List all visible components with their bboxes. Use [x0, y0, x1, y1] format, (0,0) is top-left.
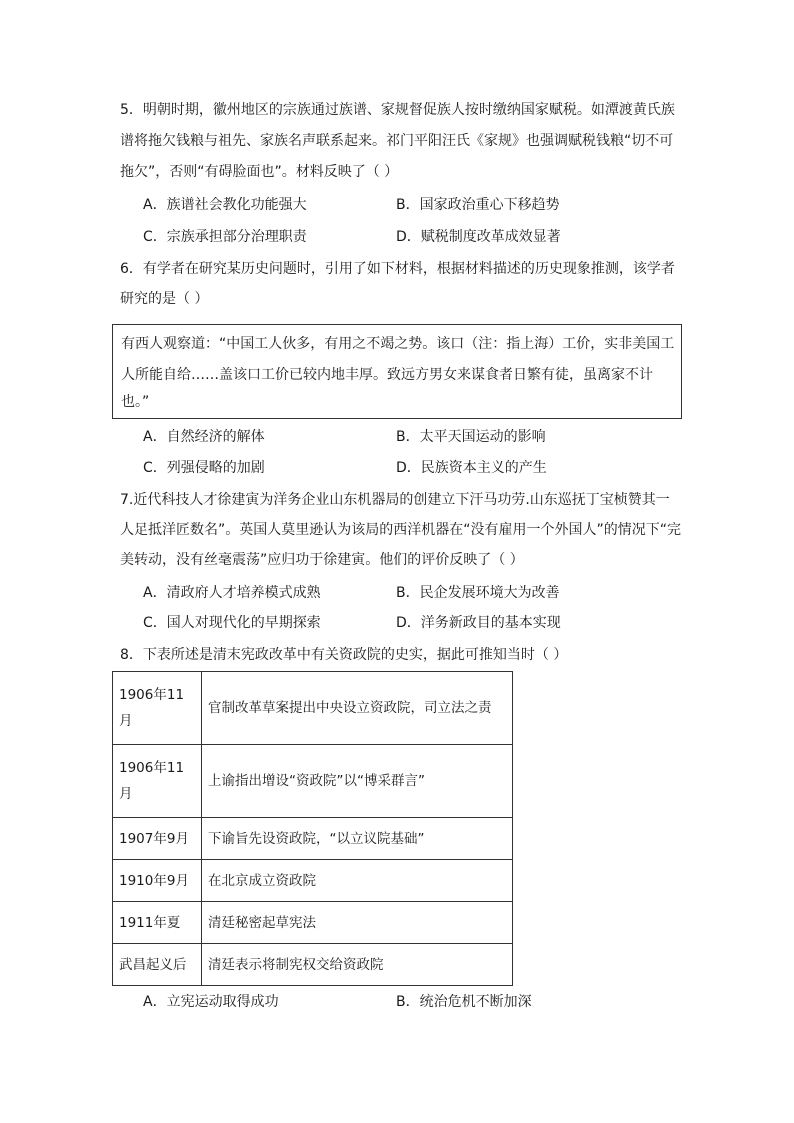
q5-line-2: 谱将拖欠钱粮与祖先、家族名声联系起来。祁门平阳汪氏《家规》也强调赋税钱粮“切不可: [120, 133, 674, 149]
q7-option-c[interactable]: C．国人对现代化的早期探索: [143, 615, 321, 631]
q6-quote-line-3: 也。”: [121, 394, 150, 410]
q8-option-a[interactable]: A．立宪运动取得成功: [143, 994, 279, 1010]
q5-option-d[interactable]: D．赋税制度改革成效显著: [396, 229, 561, 245]
table-cell-date: 1906年11月: [113, 745, 202, 818]
q7-option-d[interactable]: D．洋务新政目的基本实现: [396, 615, 561, 631]
q6-option-b[interactable]: B．太平天国运动的影响: [396, 429, 546, 445]
table-row: [113, 944, 513, 986]
q6-line-2: 研究的是（ ）: [120, 291, 209, 307]
q6-option-a[interactable]: A．自然经济的解体: [143, 429, 265, 445]
q6-quote-line-2: 人所能自给……盖该口工价已较内地丰厚。致远方男女来谋食者日繁有徒，虽离家不计: [121, 367, 653, 383]
q6-option-c[interactable]: C．列强侵略的加剧: [143, 460, 265, 476]
q6-line-1: 6．有学者在研究某历史问题时，引用了如下材料，根据材料描述的历史现象推测，该学者: [120, 261, 675, 277]
q5-option-c[interactable]: C．宗族承担部分治理职责: [143, 229, 307, 245]
q8-option-b[interactable]: B．统治危机不断加深: [396, 994, 532, 1010]
table-cell-date: 武昌起义后: [113, 944, 202, 986]
table-cell-event: 上谕指出增设“资政院”以“博采群言”: [202, 745, 513, 818]
table-cell-date: 1911年夏: [113, 902, 202, 944]
table-row: [113, 902, 513, 944]
q8-line-1: 8．下表所述是清末宪政改革中有关资政院的史实，据此可推知当时（ ）: [120, 647, 568, 663]
table-cell-event: 清廷表示将制宪权交给资政院: [202, 944, 513, 986]
q6-quote-line-1: 有西人观察道：“中国工人伙多，有用之不竭之势。该口（注：指上海）工价，实非美国工: [121, 336, 675, 352]
q5-option-b[interactable]: B．国家政治重心下移趋势: [396, 197, 560, 213]
table-cell-event: 清廷秘密起草宪法: [202, 902, 513, 944]
q6-quote-box: [112, 324, 682, 419]
q7-option-a[interactable]: A．清政府人才培养模式成熟: [143, 585, 321, 601]
table-row: [113, 818, 513, 860]
table-cell-date: 1907年9月: [113, 818, 202, 860]
q7-option-b[interactable]: B．民企发展环境大为改善: [396, 585, 560, 601]
q5-option-a[interactable]: A．族谱社会教化功能强大: [143, 197, 307, 213]
table-cell-date: 1906年11月: [113, 672, 202, 745]
q5-line-1: 5．明朝时期，徽州地区的宗族通过族谱、家规督促族人按时缴纳国家赋税。如潭渡黄氏族: [120, 102, 675, 118]
table-row: [113, 745, 513, 818]
q8-history-table: [112, 671, 513, 986]
q7-line-1: 7.近代科技人才徐建寅为洋务企业山东机器局的创建立下汗马功劳.山东巡抚丁宝桢赞其一: [120, 492, 670, 508]
table-row: [113, 860, 513, 902]
q7-line-2: 人足抵洋匠数名”。英国人莫里逊认为该局的西洋机器在“没有雇用一个外国人”的情况下“完: [120, 522, 682, 538]
table-cell-event: 下谕旨先设资政院，“以立议院基础”: [202, 818, 513, 860]
q6-option-d[interactable]: D．民族资本主义的产生: [396, 460, 547, 476]
table-cell-event: 在北京成立资政院: [202, 860, 513, 902]
q5-line-3: 拖欠”，否则“有碍脸面也”。材料反映了（ ）: [120, 164, 399, 180]
table-cell-event: 官制改革草案提出中央设立资政院，司立法之责: [202, 672, 513, 745]
q7-line-3: 美转动，没有丝毫震荡”应归功于徐建寅。他们的评价反映了（ ）: [120, 552, 524, 568]
table-cell-date: 1910年9月: [113, 860, 202, 902]
table-row: [113, 672, 513, 745]
